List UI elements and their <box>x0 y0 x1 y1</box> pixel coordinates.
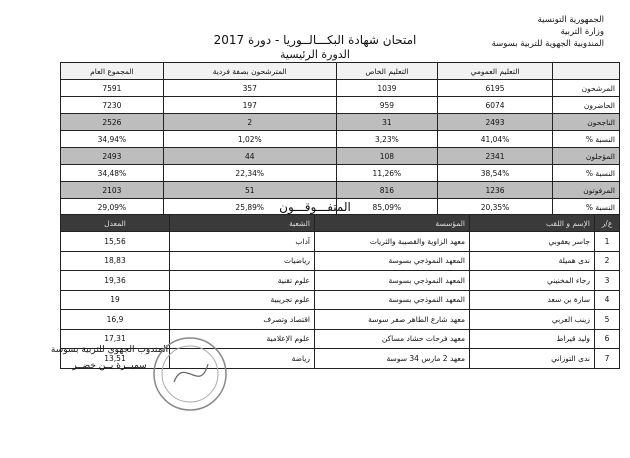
stats-cell: 38,54% <box>438 165 553 182</box>
top-col-school: المؤسسة <box>315 215 470 232</box>
top-student-row <box>61 310 620 330</box>
top-number: 2 <box>595 251 620 271</box>
top-school: معهد الزاوية والقصيبة والثريات <box>315 232 470 252</box>
stats-cell: 3,23% <box>336 131 437 148</box>
top-number: 1 <box>595 232 620 252</box>
stats-cell: 7230 <box>61 97 164 114</box>
top-col-name: الإسم و اللقب <box>470 215 595 232</box>
stats-cell: 1039 <box>336 80 437 97</box>
top-name: زينب العربي <box>470 310 595 330</box>
top-name: ندى التوزاني <box>470 349 595 369</box>
top-average: 19,36 <box>61 271 170 291</box>
stats-cell: 31 <box>336 114 437 131</box>
stats-cell: 41,04% <box>438 131 553 148</box>
top-col-number: ع/ر <box>595 215 620 232</box>
session-subtitle: الدورة الرئيسية <box>280 48 350 61</box>
top-average: 13,51 <box>61 349 170 369</box>
stats-row <box>61 97 620 114</box>
header-line-ministry: وزارة التربية <box>560 27 604 37</box>
stats-row-label: المرفوتون <box>553 182 620 199</box>
stats-cell: 2 <box>163 114 336 131</box>
top-school: معهد فرحات حشاد مساكن <box>315 329 470 349</box>
stats-cell: 25,89% <box>163 199 336 216</box>
stats-cell: 34,94% <box>61 131 164 148</box>
top-header-row <box>61 215 620 232</box>
top-school: معهد 2 مارس 34 سوسة <box>315 349 470 369</box>
issuer-header <box>492 14 604 50</box>
top-branch: رياضيات <box>170 251 315 271</box>
stats-row <box>61 182 620 199</box>
stats-cell: 11,26% <box>336 165 437 182</box>
stats-cell: 34,48% <box>61 165 164 182</box>
top-branch: علوم تجريبية <box>170 290 315 310</box>
top-number: 7 <box>595 349 620 369</box>
stats-col-private: التعليم الخاص <box>336 63 437 80</box>
top-name: وليد قيراط <box>470 329 595 349</box>
top-number: 6 <box>595 329 620 349</box>
top-name: رجاء المخنيني <box>470 271 595 291</box>
top-number: 4 <box>595 290 620 310</box>
top-col-average: المعدل <box>61 215 170 232</box>
official-stamp <box>150 334 230 414</box>
top-branch: علوم تقنية <box>170 271 315 291</box>
top-student-row <box>61 271 620 291</box>
stats-cell: 22,34% <box>163 165 336 182</box>
document-title: امتحان شهادة البكـــالــوريا - دورة 2017 <box>213 33 417 47</box>
stats-row-label: الحاضرون <box>553 97 620 114</box>
top-school: معهد شارع الطاهر صفر سوسة <box>315 310 470 330</box>
top-average: 19 <box>61 290 170 310</box>
top-school: المعهد النموذجي بسوسة <box>315 271 470 291</box>
stats-cell: 20,35% <box>438 199 553 216</box>
top-number: 5 <box>595 310 620 330</box>
results-stats-table <box>60 62 620 216</box>
stats-cell: 2526 <box>61 114 164 131</box>
stats-cell: 6195 <box>438 80 553 97</box>
stats-row-label: النسبة % <box>553 131 620 148</box>
top-student-row <box>61 290 620 310</box>
top-school: المعهد النموذجي بسوسة <box>315 290 470 310</box>
stats-row-label: المؤجلون <box>553 148 620 165</box>
stats-row <box>61 165 620 182</box>
stats-col-public: التعليم العمومي <box>438 63 553 80</box>
stats-cell: 2341 <box>438 148 553 165</box>
top-branch: اقتصاد وتصرف <box>170 310 315 330</box>
stats-cell: 357 <box>163 80 336 97</box>
stats-row <box>61 114 620 131</box>
top-col-branch: الشعبة <box>170 215 315 232</box>
stats-cell: 1,02% <box>163 131 336 148</box>
stats-row-label: النسبة % <box>553 165 620 182</box>
stats-col-label <box>553 63 620 80</box>
stats-cell: 51 <box>163 182 336 199</box>
stats-col-individual: المترشحون بصفة فردية <box>163 63 336 80</box>
signature-name: سميــرة بــن خضــر <box>72 361 147 371</box>
stats-cell: 6074 <box>438 97 553 114</box>
stats-cell: 2493 <box>61 148 164 165</box>
top-branch: آداب <box>170 232 315 252</box>
stats-cell: 29,09% <box>61 199 164 216</box>
stats-cell: 85,09% <box>336 199 437 216</box>
header-line-delegation: المندوبية الجهوية للتربية بسوسة <box>491 39 604 49</box>
stats-cell: 197 <box>163 97 336 114</box>
stats-row-label: الناجحون <box>553 114 620 131</box>
stats-cell: 2493 <box>438 114 553 131</box>
top-name: جاسر يعقوبي <box>470 232 595 252</box>
top-branch: علوم الإعلامية <box>170 329 315 349</box>
top-name: ندى هميلة <box>470 251 595 271</box>
stats-cell: 7591 <box>61 80 164 97</box>
stats-row <box>61 148 620 165</box>
top-number: 3 <box>595 271 620 291</box>
top-student-row <box>61 251 620 271</box>
stats-row <box>61 80 620 97</box>
top-school: المعهد النموذجي بسوسة <box>315 251 470 271</box>
signature-title: المندوب الجهوي للتربية بسوسة <box>50 345 169 355</box>
stats-row <box>61 131 620 148</box>
top-name: سارة بن سعد <box>470 290 595 310</box>
top-average: 16,9 <box>61 310 170 330</box>
top-average: 18,83 <box>61 251 170 271</box>
stats-cell: 959 <box>336 97 437 114</box>
stats-cell: 816 <box>336 182 437 199</box>
top-average: 17,31 <box>61 329 170 349</box>
header-line-country: الجمهورية التونسية <box>537 15 604 25</box>
top-students-title: المتفـــوقـــون <box>279 200 351 214</box>
stats-cell: 1236 <box>438 182 553 199</box>
stats-cell: 2103 <box>61 182 164 199</box>
top-average: 15,56 <box>61 232 170 252</box>
stats-cell: 108 <box>336 148 437 165</box>
stats-col-total: المجموع العام <box>61 63 164 80</box>
stats-header-row <box>61 63 620 80</box>
stats-cell: 44 <box>163 148 336 165</box>
top-student-row <box>61 232 620 252</box>
top-branch: رياضة <box>170 349 315 369</box>
stats-row-label: المرشحون <box>553 80 620 97</box>
stats-row-label: النسبة % <box>553 199 620 216</box>
